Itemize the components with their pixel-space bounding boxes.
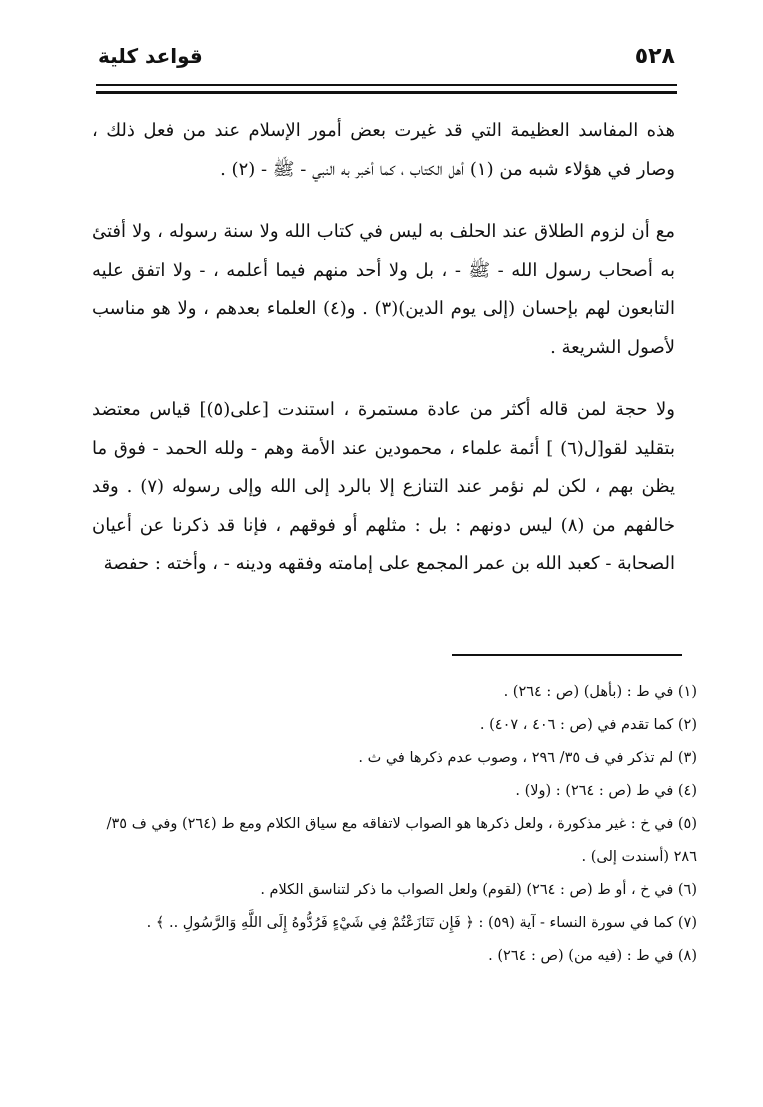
header-rule-thick xyxy=(96,91,677,94)
footnote: (٤) في ط (ص : ٢٦٤) : (ولا) . xyxy=(515,783,697,799)
footnote: (٣) لم تذكر في ف ٣٥/ ٢٩٦ ، وصوب عدم ذكرها في ث . xyxy=(358,750,697,766)
main-text xyxy=(92,112,675,608)
page-header xyxy=(98,44,675,74)
running-title: قواعد كلية xyxy=(98,44,203,68)
footnote: (٢) كما تقدم في (ص : ٤٠٦ ، ٤٠٧) . xyxy=(479,717,697,733)
paragraph: هذه المفاسد العظيمة التي قد غيرت بعض أمور الإسلام عند من فعل ذلك ، وصار في هؤلاء شبه من (١) أهل الكتاب ، كما أخبر به النبي - ﷺ - (٢) . xyxy=(92,120,675,180)
footnote: (٧) كما في سورة النساء - آية (٥٩) : ﴿ فَإِن تَنَازَعْتُمْ فِي شَيْءٍ فَرُدُّوهُ إِلَى اللَّهِ وَالرَّسُولِ .. ﴾ . xyxy=(146,915,697,931)
footnote: (٥) في خ : غير مذكورة ، ولعل ذكرها هو الصواب لاتفاقه مع سياق الكلام ومع ط (٢٦٤) وفي ف ٣٥/ ٢٨٦ (أسندت إلى) . xyxy=(106,816,697,865)
footnotes xyxy=(100,676,697,973)
footnote: (١) في ط : (بأهل) (ص : ٢٦٤) . xyxy=(503,684,697,700)
paragraph: مع أن لزوم الطلاق عند الحلف به ليس في كتاب الله ولا سنة رسوله ، ولا أفتئ به أصحاب رسول الله - ﷺ - ، بل ولا أحد منهم فيما أعلمه ، - ولا اتفق عليه التابعون لهم بإحسان (إلى يوم الدين)(٣) . و(٤) العلماء بعدهم ، ولا هو مناسب لأصول الشريعة . xyxy=(92,221,675,358)
page-number: ٥٢٨ xyxy=(634,44,675,69)
footnote: (٦) في خ ، أو ط (ص : ٢٦٤) (لقوم) ولعل الصواب ما ذكر لتناسق الكلام . xyxy=(260,882,697,898)
header-rule-thin xyxy=(96,84,677,86)
footnote: (٨) في ط : (فيه من) (ص : ٢٦٤) . xyxy=(488,948,697,964)
paragraph: ولا حجة لمن قاله أكثر من عادة مستمرة ، استندت [على(٥)] قياس معتضد بتقليد لقو[ل(٦) ] أئمة علماء ، محمودين عند الأمة وهم - ولله الحمد - فوق ما يظن بهم ، لكن لم نؤمر عند التنازع إلا بالرد إلى الله وإلى رسوله (٧) . وقد خالفهم من (٨) ليس دونهم : بل : مثلهم أو فوقهم ، فإنا قد ذكرنا عن أعيان الصحابة - كعبد الله بن عمر المجمع على إمامته وفقهه ودينه - ، وأخته : حفصة xyxy=(92,399,675,574)
footnote-separator xyxy=(452,654,682,656)
